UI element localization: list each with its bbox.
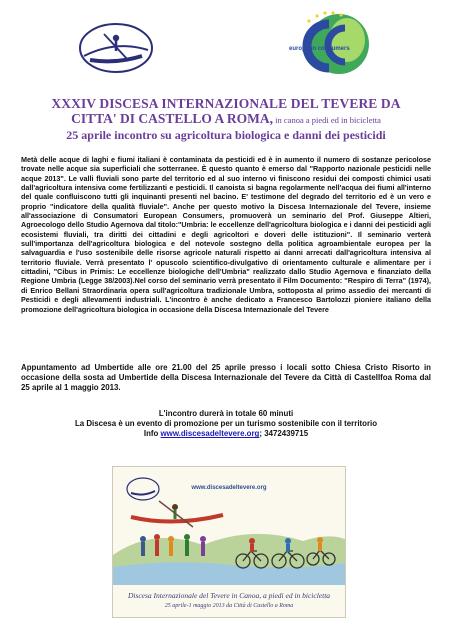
website-link[interactable]: www.discesadeltevere.org <box>160 429 260 439</box>
subtitle: 25 aprile incontro su agricoltura biologica e danni dei pesticidi <box>66 128 386 142</box>
logo-text: european consumers <box>289 46 350 52</box>
promo-text: La Discesa è un evento di promozione per un turismo sostenibile con il territorio <box>74 419 378 429</box>
european-consumers-logo-icon <box>287 10 373 82</box>
info-line <box>21 429 431 439</box>
title-line-2 <box>20 111 432 128</box>
appointment-paragraph: Appuntamento ad Umbertide alle ore 21.00 del 25 aprile presso i locali sotto Chiesa Cristo Risorto in occasione della sosta ad Umbertide della Discesa Internazionale del Tevere da Città di Castellfoa Roma dal 25 aprile al 1 maggio 2013. <box>21 363 431 393</box>
body-paragraph: Metà delle acque di laghi e fiumi italiani è contaminata da pesticidi ed è in aumento il numero di sostanze pericolose trovate nelle acque sia superficiali che sotterranee. È questo quanto è emerso dal "Rapporto nazionale pesticidi nelle acque 2013". Le valli fluviali sono parte del territorio ed al suo interno vi finiscono residui dei composti chimici usati dall'agricoltura intensiva come fertilizzanti e pesticidi. Il canoista si bagna regolarmente nell'acqua dei fiumi all'interno del quale confluiscono tutti gli inquinanti presenti nel bacino. E' testimone del degrado del territorio ed è un vero e proprio "indicatore della qualità fluviale". Anche per questo motivo la Discesa Internazionale del Tevere, insieme all'associazione di Consumatori European Consumers, promuoverà un seminario del Prof. Giuseppe Altieri, Agroecologo dello Studio Agernova dal titolo:"Umbria: le eccellenze dell'agricoltura biologica e i danni dei pesticidi agli ecosistemi fluviali, tra diritti dei cittadini e degli agricoltori e doveri delle istituzioni". Il seminario verterà sull'importanza dell'agricoltura biologica e del notevole sostegno della politica agroambientale europea per la salvaguardia e l'uso sostenibile delle risorse agricole naturali rispetto ai danni arrecati dall'agricoltura intensiva al territorio fluviale. Verrà presentato l' opuscolo scientifico-divulgativo di orientamento culturale e alimentare per i cittadini, "Cibus in Primis: Le eccellenze biologiche dell'Umbria" realizzato dallo Studio Agernova e finanziato della Regione Umbria (Legge 38/2003).Nel corso del seminario verrà presentato il Film Documento: "Respiro di Terra" (1974), di Enrico Bellani Straordinaria opera sull'agricoltura tradizionale Umbra, sottoposta al primo assedio dei mercanti di Pesticidi e degli allevamenti industriali. L'incontro è anche dedicato a Francesco Bartolozzi pioniere italiano della promozione dell'agricoltura biologica in occasione della Discesa Internazionale del Tevere <box>21 155 431 314</box>
title-line-2-small: in canoa a piedi ed in bicicletta <box>273 115 381 125</box>
title-line-1: XXXIV DISCESA INTERNAZIONALE DEL TEVERE DA <box>51 96 401 111</box>
event-poster <box>112 466 346 618</box>
title-line-2-main: CITTA' DI CASTELLO A ROMA, <box>71 111 274 126</box>
info-label: Info <box>143 429 161 439</box>
poster-caption: Discesa Internazionale del Tevere in Canoa, a piedi ed in bicicletta <box>127 591 331 600</box>
canoeist-logo-icon <box>76 20 156 76</box>
document-title <box>20 96 432 142</box>
info-block <box>21 409 431 440</box>
poster-dates: 25 aprile-1 maggio 2013 da Città di Castello a Roma <box>164 603 294 609</box>
duration-text: L'incontro durerà in totale 60 minuti <box>158 409 294 418</box>
poster-url: www.discesadeltevere.org <box>191 485 267 491</box>
phone-number: ; 3472439715 <box>259 429 309 439</box>
